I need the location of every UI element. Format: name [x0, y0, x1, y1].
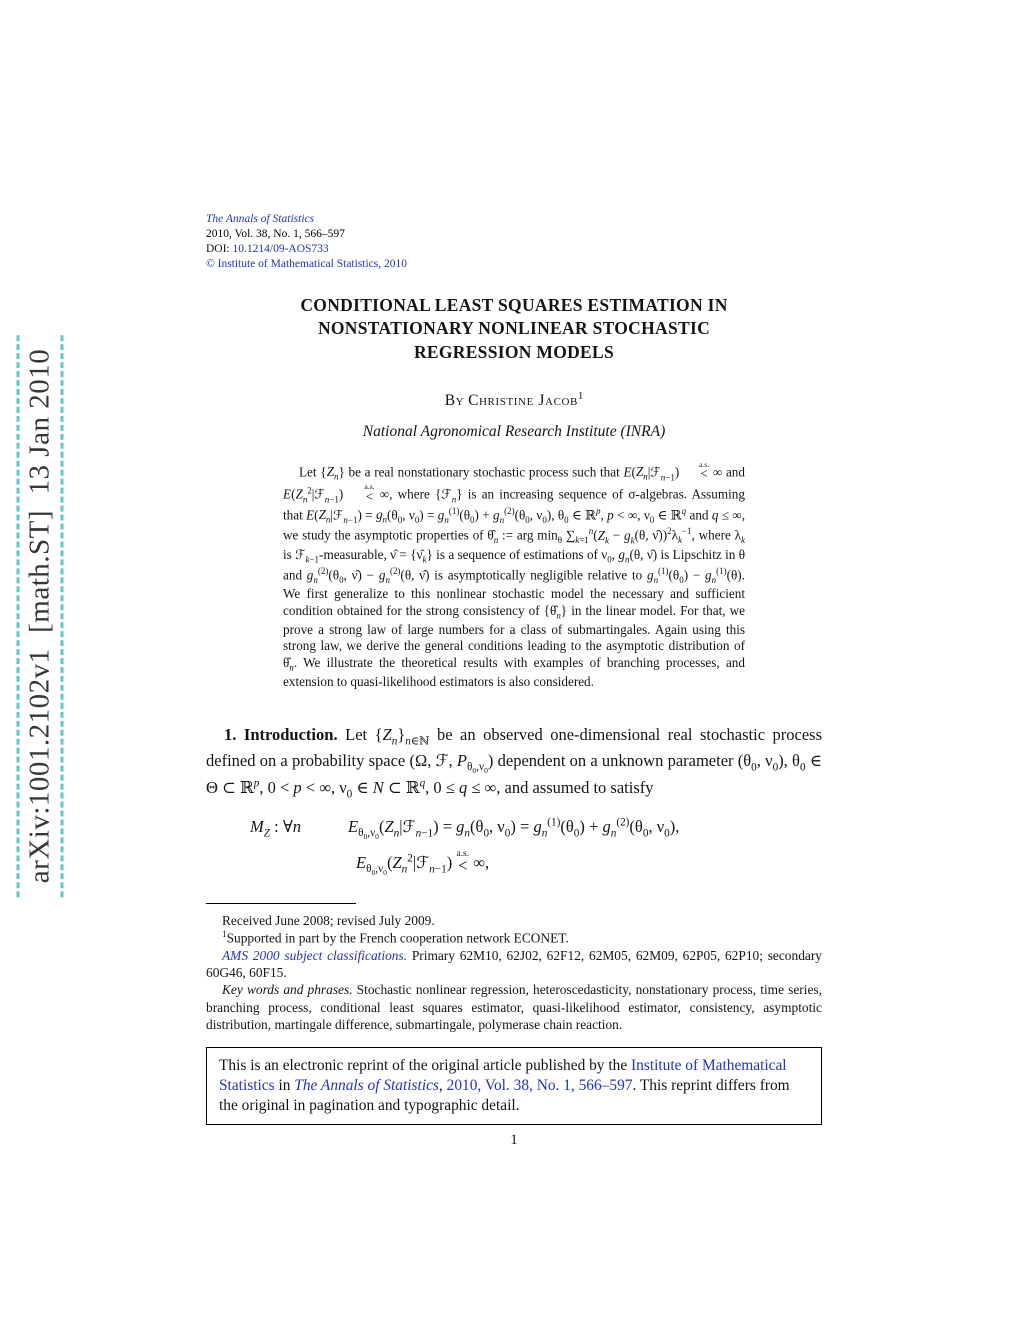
footnote-received: Received June 2008; revised July 2009.	[222, 913, 435, 929]
equation-block	[206, 815, 822, 880]
footnote-ams-classifications: AMS 2000 subject classifications. Primary 62M10, 62J02, 62F12, 62M05, 62M09, 62P05, 62P10; secondary 60G46, 60F15.	[206, 948, 822, 981]
ims-link[interactable]: Institute of Mathematical Statistics	[219, 1056, 787, 1094]
abstract: Let $\{Z_n\}$ be a real nonstationary stochastic process such that $E(Z_n|ℱ_{n-1})$ a.s. < ∞ and $E(Z_n^2|ℱ_{n-1})$ a.s. < ∞, where {ℱ$_n$} is an increasing sequence of σ-algebras. Assuming that $E(Z_n|ℱ_{n-1}) = g_n(\theta_0$, $\nu_0) = g_n^{(1)}(\theta_0) + g_n^{(2)}(\theta_0$, $\nu_0$), $\theta_0$ ∈ ℝ$^p$, p < ∞, $\nu_0$ ∈ ℝ$^q$ and q ≤ ∞, we study the asymptotic properties of $\thetâ_n$ := arg $\min_\theta \sum_{k=1}^n(Z_k - g_k(\theta$, $\nû))^2\lambda_k^{-1}$, where $\lambda_k$ is ℱ$_{k-1}$-measurable, ν̂ = $\{\nû_k\}$ is a sequence of estimations of $\nu_0$, $g_n(\theta$, ν̂) is Lipschitz in θ and $g_n^{(2)}(\theta_0$, ν̂) − $g_n^{(2)}(\theta$, ν̂) is asymptotically negligible relative to $g_n^{(1)}(\theta_0) - g_n^{(1)}(\theta)$. We first generalize to this nonlinear stochastic model the necessary and sufficient condition obtained for the strong consistency of $\{\thetâ_n\}$ in the linear model. For that, we prove a strong law of large numbers for a class of submartingales. Again using this strong law, we derive the general conditions leading to the asymptotic distribution of $\thetâ_n$. We illustrate the theoretical results with examples of branching processes, and extension to quasi-likelihood estimators is also considered.	[283, 459, 746, 689]
paper-title-line-2: NONSTATIONARY NONLINEAR STOCHASTIC	[317, 318, 711, 339]
footnote-keywords: Key words and phrases. Stochastic nonlinear regression, heteroscedasticity, nonstationary process, time series, branching process, conditional least squares estimator, quasi-likelihood estimator, consistency, asymptotic distribution, martingale difference, submartingale, polymerase chain reaction.	[206, 982, 822, 1032]
introduction-body: Let $\{Z_n\}_{n\in ℕ}$ be an observed one-dimensional real stochastic process defined on a probability space (Ω, ℱ, $P_{\theta_0,\nu_0}$) dependent on a unknown parameter ($\theta_0$, $\nu_0$), $\theta_0$ ∈ Θ ⊂ ℝ$^p$, 0 < p < ∞, $\nu_0$ ∈ N ⊂ ℝ$^q$, 0 ≤ q ≤ ∞, and assumed to satisfy	[206, 725, 823, 801]
affiliation: National Agronomical Research Institute (INRA)	[362, 422, 666, 440]
arxiv-stamp	[8, 308, 72, 924]
introduction-paragraph	[206, 724, 822, 802]
doi-link[interactable]: 10.1214/09-AOS733	[232, 242, 329, 255]
doi-label: DOI:	[206, 242, 230, 255]
footnote-rule	[206, 903, 356, 904]
footnote-support: $^1$Supported in part by the French cooperation network ECONET.	[222, 929, 569, 946]
author-line	[206, 391, 822, 410]
journal-copyright-line: © Institute of Mathematical Statistics, 2010	[206, 257, 408, 270]
reprint-notice-box: This is an electronic reprint of the original article published by the Institute of Mathematical Statistics in The Annals of Statistics, 2010, Vol. 38, No. 1, 566–597. This reprint differs from the original in pagination and typographic detail.	[206, 1047, 822, 1125]
ams-classifications-link[interactable]: AMS 2000 subject classifications.	[222, 948, 408, 964]
introduction-heading: 1. Introduction.	[224, 725, 338, 745]
author-footnote-mark: 1	[578, 390, 584, 402]
equation-label: $M_Z$ : ∀n	[250, 816, 302, 840]
journal-link[interactable]: The Annals of Statistics	[294, 1076, 439, 1094]
page-content	[206, 212, 822, 1149]
journal-name[interactable]: The Annals of Statistics	[206, 213, 315, 225]
equation-line-1: $E_{\theta_0,\nu_0}(Z_n|ℱ_{n-1}) = g_n(\theta_0$, $\nu_0) = g_n^{(1)}(\theta_0) + g_n^{(2)}(\theta_0$, $\nu_0$),	[348, 816, 680, 842]
introduction-section	[206, 724, 822, 802]
equation-line-2: $E_{\theta_0,\nu_0}(Z_n^2|ℱ_{n-1})$ a.s. < ∞,	[356, 848, 490, 878]
footnotes	[206, 912, 822, 1033]
arxiv-stamp-text: arXiv:1001.2102v1 [math.ST] 13 Jan 2010	[17, 335, 64, 897]
equation-lines	[348, 815, 679, 880]
paper-title-line-3: REGRESSION MODELS	[413, 342, 615, 362]
journal-doi-line	[206, 242, 822, 257]
page-number: 1	[510, 1131, 518, 1148]
author-by-label: By	[444, 391, 465, 409]
paper-title-line-1: CONDITIONAL LEAST SQUARES ESTIMATION IN	[300, 294, 728, 315]
author-name: Christine Jacob	[468, 391, 578, 409]
issue-link[interactable]: 2010, Vol. 38, No. 1, 566–597	[446, 1076, 633, 1094]
journal-header	[206, 212, 822, 272]
paper-title	[206, 294, 822, 365]
journal-volume-line: 2010, Vol. 38, No. 1, 566–597	[206, 227, 345, 240]
